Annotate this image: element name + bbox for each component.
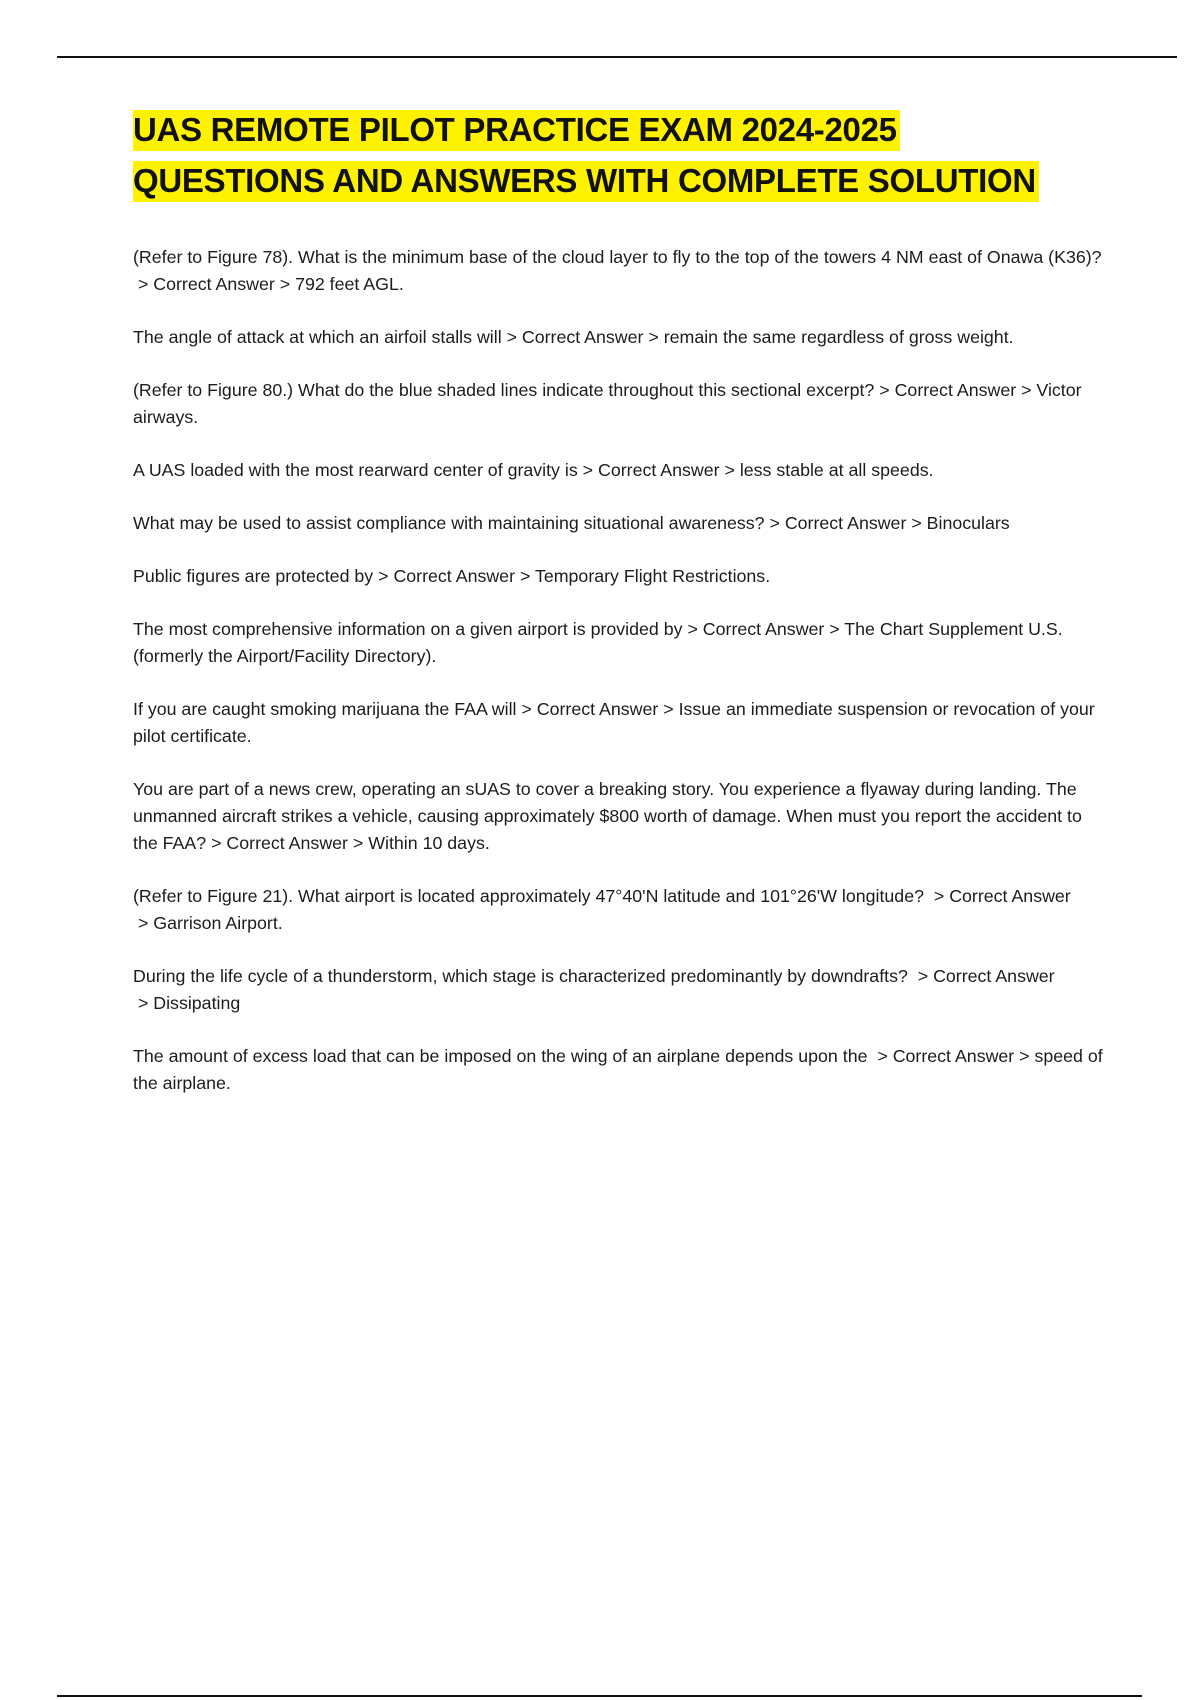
question-text: A UAS loaded with the most rearward center of gravity is <box>133 460 578 480</box>
answer-label: Correct Answer <box>702 619 825 639</box>
qa-item-10: (Refer to Figure 21). What airport is located approximately 47°40'N latitude and 101°26'W longitude? > Correct Answer > Garrison Airport. <box>133 886 1071 933</box>
qa-item-3: (Refer to Figure 80.) What do the blue shaded lines indicate throughout this sectional excerpt? > Correct Answer > Victor airways. <box>133 380 1082 427</box>
title-line-1: UAS REMOTE PILOT PRACTICE EXAM 2024-2025 <box>133 110 900 151</box>
answer-label: Correct Answer <box>892 1046 1015 1066</box>
header-rule <box>57 56 1177 58</box>
question-text: The angle of attack at which an airfoil stalls will <box>133 327 502 347</box>
answer-label: Correct Answer <box>521 327 644 347</box>
answer-label: Correct Answer <box>933 966 1055 986</box>
answer-text: Binoculars <box>926 513 1010 533</box>
title-line-2: QUESTIONS AND ANSWERS WITH COMPLETE SOLUTION <box>133 161 1039 202</box>
qa-item-8: If you are caught smoking marijuana the FAA will > Correct Answer > Issue an immediate suspension or revocation of your pilot certificate. <box>133 699 1095 746</box>
question-text: (Refer to Figure 78). What is the minimum base of the cloud layer to fly to the top of the towers 4 NM east of Onawa (K36)? <box>133 247 1102 267</box>
answer-text: Temporary Flight Restrictions. <box>534 566 771 586</box>
qa-item-4: A UAS loaded with the most rearward center of gravity is > Correct Answer > less stable at all speeds. <box>133 460 934 480</box>
qa-list <box>133 244 1103 1097</box>
qa-item-12: The amount of excess load that can be imposed on the wing of an airplane depends upon the > Correct Answer > speed of the airplane. <box>133 1046 1103 1093</box>
question-text: The most comprehensive information on a given airport is provided by <box>133 619 683 639</box>
answer-text: 792 feet AGL. <box>295 274 404 294</box>
answer-label: Correct Answer <box>536 699 659 719</box>
question-text: (Refer to Figure 21). What airport is located approximately 47°40'N latitude and 101°26'W longitude? <box>133 886 929 906</box>
document-body <box>133 104 1103 1123</box>
answer-label: Correct Answer <box>393 566 515 586</box>
footer-rule <box>57 1695 1142 1697</box>
qa-item-6: Public figures are protected by > Correct Answer > Temporary Flight Restrictions. <box>133 566 771 586</box>
qa-item-2: The angle of attack at which an airfoil stalls will > Correct Answer > remain the same regardless of gross weight. <box>133 327 1014 347</box>
answer-text: speed of the airplane. <box>133 1046 1103 1093</box>
answer-text: Within 10 days. <box>368 833 490 853</box>
answer-text: Dissipating <box>153 993 241 1013</box>
answer-text: Garrison Airport. <box>153 913 283 933</box>
document-title <box>133 104 1103 206</box>
qa-item-1: (Refer to Figure 78). What is the minimum base of the cloud layer to fly to the top of the towers 4 NM east of Onawa (K36)? > Correct Answer > 792 feet AGL. <box>133 247 1102 294</box>
answer-label: Correct Answer <box>598 460 720 480</box>
answer-text: Issue an immediate suspension or revocation of your pilot certificate. <box>133 699 1095 746</box>
answer-text: remain the same regardless of gross weight. <box>663 327 1014 347</box>
question-text: Public figures are protected by <box>133 566 374 586</box>
answer-text: The Chart Supplement U.S. (formerly the Airport/Facility Directory). <box>133 619 1063 666</box>
answer-label: Correct Answer <box>894 380 1017 400</box>
answer-label: Correct Answer <box>949 886 1071 906</box>
answer-label: Correct Answer <box>153 274 275 294</box>
answer-label: Correct Answer <box>784 513 907 533</box>
answer-text: less stable at all speeds. <box>739 460 934 480</box>
question-text: You are part of a news crew, operating an sUAS to cover a breaking story. You experience a flyaway during landing. The unmanned aircraft strikes a vehicle, causing approximately $800 worth of damage. When must you report the accident to the FAA? <box>133 779 1082 853</box>
answer-text: Victor airways. <box>133 380 1082 427</box>
question-text: During the life cycle of a thunderstorm, which stage is characterized predominantly by downdrafts? <box>133 966 913 986</box>
question-text: The amount of excess load that can be imposed on the wing of an airplane depends upon the <box>133 1046 873 1066</box>
qa-item-5: What may be used to assist compliance with maintaining situational awareness? > Correct Answer > Binoculars <box>133 513 1010 533</box>
question-text: (Refer to Figure 80.) What do the blue shaded lines indicate throughout this sectional excerpt? <box>133 380 875 400</box>
question-text: What may be used to assist compliance with maintaining situational awareness? <box>133 513 765 533</box>
question-text: If you are caught smoking marijuana the FAA will <box>133 699 517 719</box>
answer-label: Correct Answer <box>226 833 348 853</box>
qa-item-9: You are part of a news crew, operating an sUAS to cover a breaking story. You experience a flyaway during landing. The unmanned aircraft strikes a vehicle, causing approximately $800 worth of damage. When must you report the accident to the FAA? > Correct Answer > Within 10 days. <box>133 779 1082 853</box>
qa-item-11: During the life cycle of a thunderstorm, which stage is characterized predominantly by downdrafts? > Correct Answer > Dissipating <box>133 966 1055 1013</box>
qa-item-7: The most comprehensive information on a given airport is provided by > Correct Answer > The Chart Supplement U.S. (formerly the Airport/Facility Directory). <box>133 619 1063 666</box>
